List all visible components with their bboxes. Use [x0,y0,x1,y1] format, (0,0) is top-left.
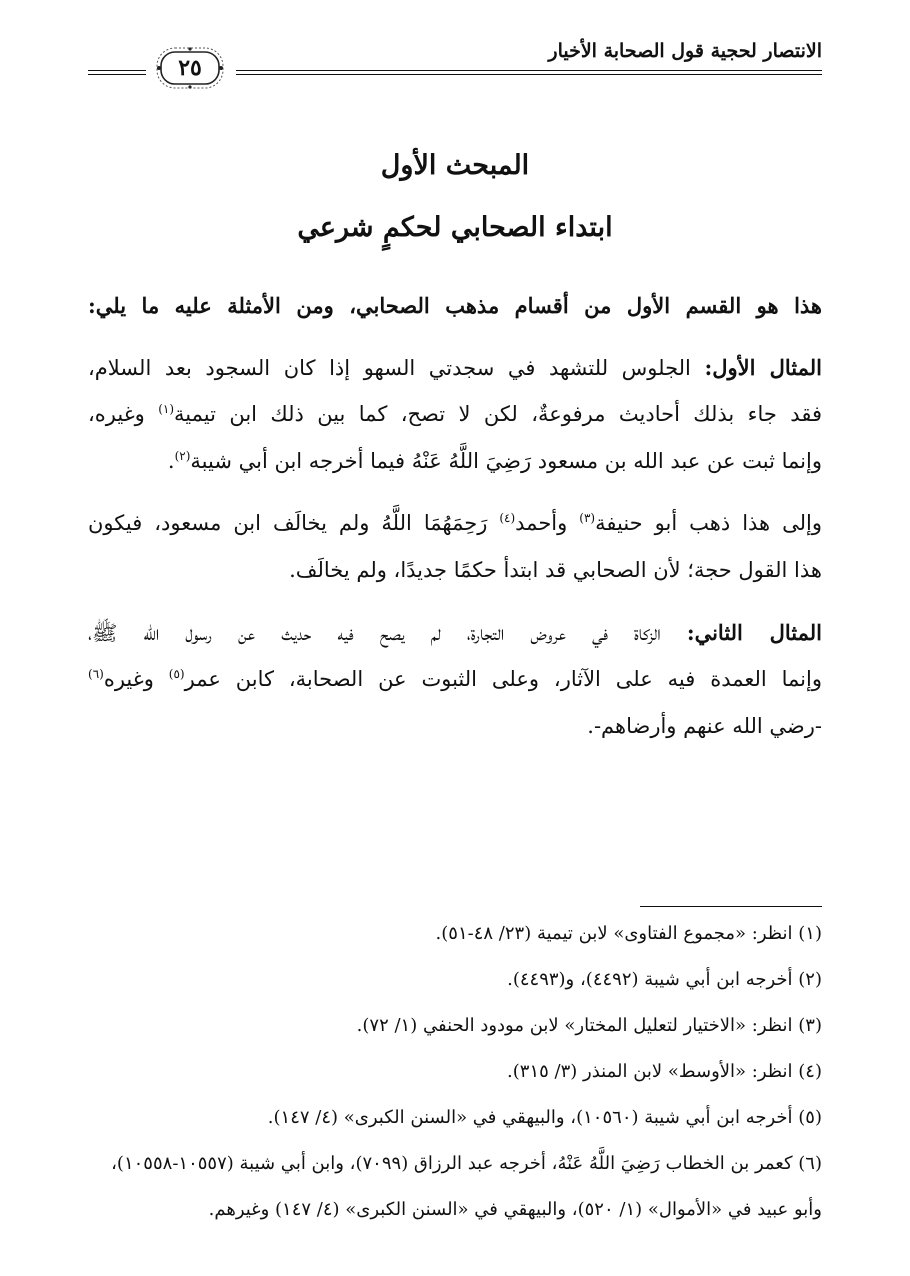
footnote-4: (٤) انظر: «الأوسط» لابن المنذر (٣/ ٣١٥). [507,1061,822,1082]
footnote-ref-1[interactable]: (١) [158,402,175,416]
footnote-ref-6[interactable]: (٦) [88,667,104,681]
page-number-badge [155,46,225,90]
topic-heading: ابتداء الصحابي لحكمٍ شرعي [297,212,613,243]
paragraph-1-text-5: . [167,449,175,473]
paragraph-3-line-2 [88,656,822,703]
footnote-5: (٥) أخرجه ابن أبي شيبة (١٠٥٦٠)، والبيهقي في «السنن الكبرى» (٤/ ١٤٧). [267,1107,822,1128]
footnote-3: (٣) انظر: «الاختيار لتعليل المختار» لابن مودود الحنفي (١/ ٧٢). [356,1015,822,1036]
header-rule [236,70,822,75]
paragraph-1-text-1: الجلوس للتشهد في سجدتي السهو إذا كان السجود بعد السلام، [88,356,705,380]
paragraph-2-text-1: وإلى هذا ذهب أبو حنيفة [595,511,823,535]
paragraph-3-line-1 [88,609,822,656]
paragraph-1-text-4: وإنما ثبت عن عبد الله بن مسعود رَضِيَ اللَّهُ عَنْهُ فيما أخرجه ابن أبي شيبة [190,449,822,473]
paragraph-1-text-3: وغيره، [88,402,159,426]
intro-line: هذا هو القسم الأول من أقسام مذهب الصحابي، ومن الأمثلة عليه ما يلي: [88,293,822,318]
paragraph-2-line-2: هذا القول حجة؛ لأن الصحابي قد ابتدأ حكمًا جديدًا، ولم يخالَف. [289,558,822,582]
paragraph-2-line-1 [88,500,822,547]
paragraph-1-line-3 [88,438,822,485]
footnotes [88,918,822,1240]
section-heading: المبحث الأول [380,150,530,181]
body-text [88,282,822,750]
paragraph-3-text-3: وغيره [103,667,169,691]
paragraph-3-text-2: وإنما العمدة فيه على الآثار، وعلى الثبوت عن الصحابة، كابن عمر [184,667,822,691]
example-2-label: المثال الثاني: [686,620,823,645]
paragraph-1-line-2 [88,391,822,438]
paragraph-1-line-1 [88,344,822,391]
paragraph-1-text-2: فقد جاء بذلك أحاديث مرفوعةٌ، لكن لا تصح، كما بين ذلك ابن تيمية [174,402,822,426]
paragraph-3-line-3: -رضي الله عنهم وأرضاهم-. [587,714,822,738]
footnote-separator [640,906,822,907]
footnote-ref-2[interactable]: (٢) [174,449,191,463]
footnote-ref-5[interactable]: (٥) [168,667,185,681]
footnote-6: (٦) كعمر بن الخطاب رَضِيَ اللَّهُ عَنْهُ، أخرجه عبد الرزاق (٧٠٩٩)، وابن أبي شيبة (١٠٥٥٧-١٠٥٥٨)، [111,1153,822,1174]
footnote-ref-3[interactable]: (٣) [579,511,596,525]
paragraph-2-text-2: وأحمد [515,511,580,535]
example-1-label: المثال الأول: [704,355,823,380]
footnote-2: (٢) أخرجه ابن أبي شيبة (٤٤٩٢)، و(٤٤٩٣). [507,969,822,990]
paragraph-3-text-1: الزكاة في عروض التجارة، لم يصح فيه حديث عن رسول الله ﷺ، [88,621,687,645]
footnote-6-continued: وأبو عبيد في «الأموال» (١/ ٥٢٠)، والبيهقي في «السنن الكبرى» (٤/ ١٤٧) وغيرهم. [208,1199,822,1220]
running-title: الانتصار لحجية قول الصحابة الأخيار [548,40,822,62]
footnote-1: (١) انظر: «مجموع الفتاوى» لابن تيمية (٢٣/ ٤٨-٥١). [435,923,822,944]
header-rule-short [88,70,146,75]
footnote-ref-4[interactable]: (٤) [499,511,516,525]
page-number: ٢٥ [178,55,202,81]
paragraph-2-text-3: رَحِمَهُمَا اللَّهُ ولم يخالَف ابن مسعود، فيكون [88,511,500,535]
